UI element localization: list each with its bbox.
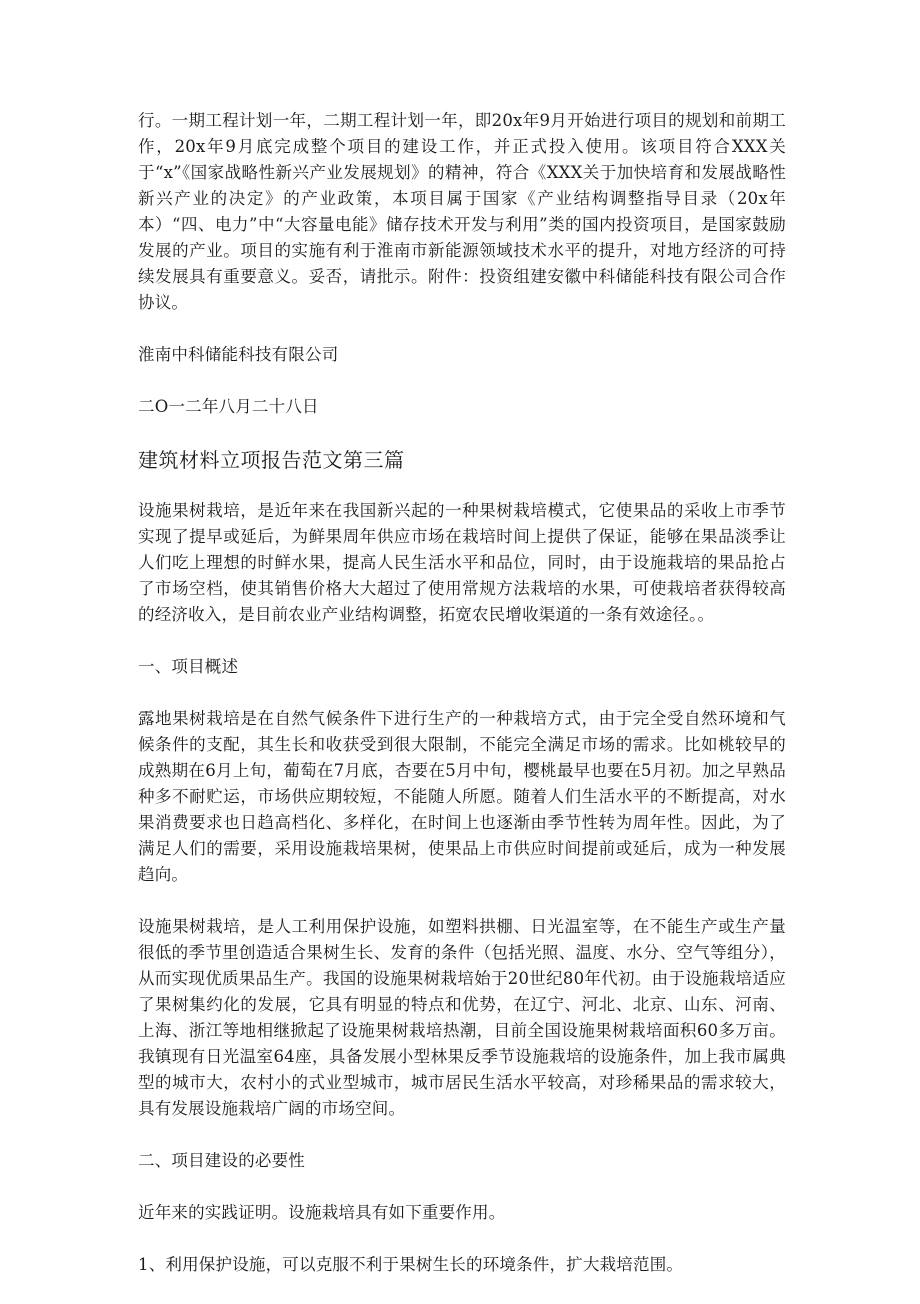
overview-paragraph-2: 设施果树栽培，是人工利用保护设施，如塑料拱棚、日光温室等，在不能生产或生产量很低的季节里创造适合果树生长、发育的条件（包括光照、温度、水分、空气等组分），从而实现优质果品生产。我国的设施果树栽培始于20世纪80年代初。由于设施栽培适应了果树集约化的发展，它具有明显的特点和优势，在辽宁、河北、北京、山东、河南、上海、浙江等地相继掀起了设施果树栽培热潮，目前全国设施果树栽培面积60多万亩。我镇现有日光温室64座，具备发展小型林果反季节设施栽培的设施条件，加上我市属典型的城市大，农村小的式业型城市，城市居民生活水平较高，对珍稀果品的需求较大，具有发展设施栽培广阔的市场空间。 xyxy=(138,917,786,1118)
overview-paragraph-1: 露地果树栽培是在自然气候条件下进行生产的一种栽培方式，由于完全受自然环境和气候条件的支配，其生长和收获受到很大限制，不能完全满足市场的需求。比如桃较早的成熟期在6月上旬，葡萄在7月底，杏要在5月中旬，樱桃最早也要在5月初。加之早熟品种多不耐贮运，市场供应期较短，不能随人所愿。随着人们生活水平的不断提高，对水果消费要求也日趋高档化、多样化，在时间上也逐渐由季节性转为周年性。因此，为了满足人们的需要，采用设施栽培果树，使果品上市供应时间提前或延后，成为一种发展趋向。 xyxy=(138,709,786,884)
signature-date: 二O一二年八月二十八日 xyxy=(138,397,319,416)
document-body xyxy=(138,108,786,1304)
necessity-item-1: 1、利用保护设施，可以克服不利于果树生长的环境条件，扩大栽培范围。 xyxy=(138,1255,684,1274)
subheading-necessity: 二、项目建设的必要性 xyxy=(138,1151,305,1170)
company-signature: 淮南中科储能科技有限公司 xyxy=(138,345,339,364)
section-intro-paragraph: 设施果树栽培，是近年来在我国新兴起的一种果树栽培模式，它使果品的采收上市季节实现了提早或延后，为鲜果周年供应市场在栽培时间上提供了保证，能够在果品淡季让人们吃上理想的时鲜水果，提高人民生活水平和品位，同时，由于设施栽培的果品抢占了市场空档，使其销售价格大大超过了使用常规方法栽培的水果，可使栽培者获得较高的经济收入，是目前农业产业结构调整，拓宽农民增收渠道的一条有效途径。。 xyxy=(138,501,786,624)
subheading-project-overview: 一、项目概述 xyxy=(138,657,239,676)
necessity-intro: 近年来的实践证明。设施栽培具有如下重要作用。 xyxy=(138,1203,506,1222)
intro-paragraph: 行。一期工程计划一年，二期工程计划一年，即20x年9月开始进行项目的规划和前期工作，20x年9月底完成整个项目的建设工作，并正式投入使用。该项目符合XXX关于“x”《国家战略性新兴产业发展规划》的精神，符合《XXX关于加快培育和发展战略性新兴产业的决定》的产业政策，本项目属于国家《产业结构调整指导目录（20x年本）“四、电力”中“大容量电能》储存技术开发与利用”类的国内投资项目，是国家鼓励发展的产业。项目的实施有利于淮南市新能源领域技术水平的提升，对地方经济的可持续发展具有重要意义。妥否，请批示。附件：投资组建安徽中科储能科技有限公司合作协议。 xyxy=(138,111,786,312)
section-title: 建筑材料立项报告范文第三篇 xyxy=(138,448,405,472)
